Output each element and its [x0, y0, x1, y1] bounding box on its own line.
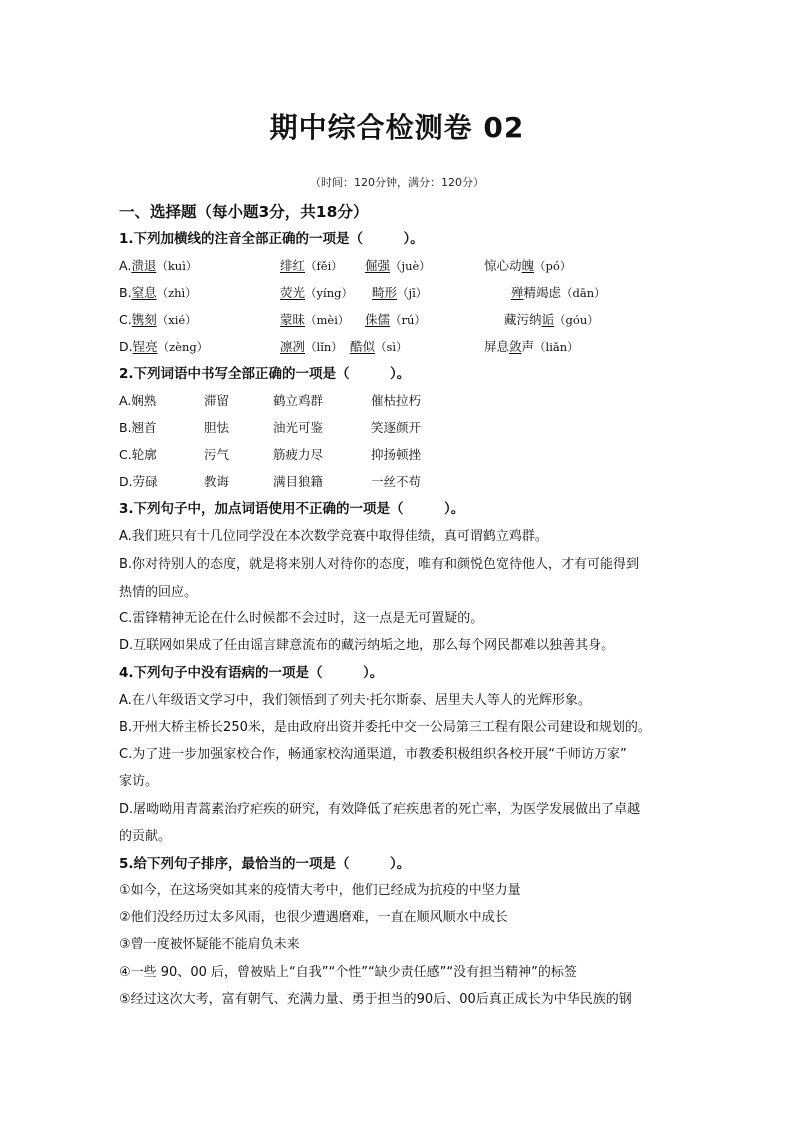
underlined-word: 溃退 [131, 258, 157, 273]
option-label: A. [119, 258, 132, 273]
q4-option-b: B.开州大桥主桥长250米，是由政府出资并委托中交一公局第三工程有限公司建设和规划的。 [119, 720, 651, 735]
idiom-part: 藏污纳 [504, 312, 542, 327]
underlined-word: 殚 [511, 285, 524, 300]
q5-sentence-5: ⑤经过这次大考，富有朝气、充满力量、勇于担当的90后、00后真正成长为中华民族的钢 [119, 992, 632, 1007]
q4-option-d-cont: 的贡献。 [119, 829, 172, 844]
pinyin: （pó） [534, 259, 572, 273]
word: D.劳碌 [119, 474, 158, 489]
underlined-word: 诟 [541, 312, 555, 327]
section-heading: 一、选择题（每小题3分，共18分） [119, 203, 369, 221]
underlined-word: 倔强 [365, 258, 391, 273]
word: 油光可鉴 [273, 420, 324, 435]
q5-sentence-1: ①如今，在这场突如其来的疫情大考中，他们已经成为抗疫的中坚力量 [119, 883, 521, 898]
underlined-word: 荧光 [280, 285, 306, 300]
q5-sentence-2: ②他们没经历过太多风雨，也很少遭遇磨难，一直在顺风顺水中成长 [119, 910, 508, 925]
word: 教诲 [204, 474, 230, 489]
word: 一丝不苟 [371, 474, 422, 489]
pinyin: （juè） [390, 259, 431, 273]
q3-option-a: A.我们班只有十几位同学没在本次数学竞赛中取得佳绩，真可谓鹤立鸡群。 [119, 529, 548, 544]
word: B.翘首 [119, 420, 157, 435]
underlined-word: 锃亮 [132, 339, 158, 354]
q5-sentence-4: ④一些 90、00 后，曾被贴上“自我”“个性”“缺少责任感”“没有担当精神”的标签 [119, 965, 577, 980]
question-5-stem: 5.给下列句子排序，最恰当的一项是（ ）。 [119, 856, 411, 872]
pinyin: （góu） [554, 313, 599, 327]
q4-option-c: C.为了进一步加强家校合作，畅通家校沟通渠道，市教委积极组织各校开展“千师访万家” [119, 747, 627, 762]
idiom-part: 精竭虑 [523, 285, 562, 300]
pinyin: （mèi） [305, 313, 350, 327]
option-label: D. [119, 339, 133, 354]
pinyin: （dān） [561, 286, 606, 300]
pinyin: （yíng） [305, 286, 353, 300]
pinyin: （kuì） [156, 259, 198, 273]
question-2-stem: 2.下列词语中书写全部正确的一项是（ ）。 [119, 366, 411, 382]
word: 筋疲力尽 [273, 447, 324, 462]
underlined-word: 绯红 [280, 258, 306, 273]
word: A.娴熟 [119, 393, 157, 408]
pinyin: （jī） [397, 286, 428, 300]
question-3-stem: 3.下列句子中，加点词语使用不正确的一项是（ ）。 [119, 501, 465, 517]
underlined-word: 侏儒 [365, 312, 391, 327]
word: 污气 [204, 447, 230, 462]
underlined-word: 敛 [509, 339, 522, 354]
pinyin: （zhì） [156, 286, 197, 300]
q4-option-a: A.在八年级语文学习中，我们领悟到了列夫·托尔斯泰、居里夫人等人的光辉形象。 [119, 693, 591, 708]
idiom-part: 声 [521, 339, 535, 354]
pinyin: （zèng） [157, 340, 209, 354]
word: 笑逐颜开 [371, 420, 422, 435]
pinyin: （rú） [390, 313, 426, 327]
word: 滞留 [204, 393, 230, 408]
q3-option-b: B.你对待别人的态度，就是将来别人对待你的态度，唯有和颜悦色宽待他人，才有可能得到 [119, 557, 640, 572]
page-title: 期中综合检测卷 02 [269, 111, 525, 144]
idiom-part: 惊心动 [484, 258, 522, 273]
underlined-word: 窒息 [131, 285, 157, 300]
underlined-word: 凛冽 [280, 339, 306, 354]
q5-sentence-3: ③曾一度被怀疑能不能肩负未来 [119, 937, 300, 952]
question-4-stem: 4.下列句子中没有语病的一项是（ ）。 [119, 665, 384, 681]
underlined-word: 畸形 [372, 285, 398, 300]
option-label: B. [119, 285, 132, 300]
word: 鹤立鸡群 [273, 393, 324, 408]
word: 催枯拉朽 [371, 393, 422, 408]
q4-option-d: D.屠呦呦用青蒿素治疗疟疾的研究，有效降低了疟疾患者的死亡率，为医学发展做出了卓越 [119, 802, 641, 817]
word: 抑扬顿挫 [371, 447, 422, 462]
pinyin: （xié） [156, 313, 197, 327]
q3-option-d: D.互联网如果成了任由谣言肆意流布的藏污纳垢之地，那么每个网民都难以独善其身。 [119, 638, 615, 653]
underlined-word: 酷似 [350, 339, 376, 354]
q3-option-c: C.雷锋精神无论在什么时候都不会过时，这一点是无可置疑的。 [119, 611, 484, 626]
word: 胆怯 [204, 420, 230, 435]
word: 满目狼籍 [273, 474, 324, 489]
underlined-word: 蒙昧 [280, 312, 306, 327]
underlined-word: 镌刻 [131, 312, 157, 327]
word: C.轮廓 [119, 447, 157, 462]
pinyin: （fěi） [305, 259, 343, 273]
q4-option-c-cont: 家访。 [119, 774, 159, 789]
option-label: C. [119, 312, 132, 327]
underlined-word: 魄 [521, 258, 535, 273]
q3-option-b-cont: 热情的回应。 [119, 585, 198, 600]
exam-time-score: （时间：120分钟，满分：120分） [310, 176, 484, 189]
idiom-part: 屏息 [484, 339, 510, 354]
pinyin: （sì） [375, 340, 408, 354]
pinyin: （lǐn） [305, 340, 343, 354]
pinyin: （liǎn） [534, 340, 579, 354]
question-1-stem: 1.下列加横线的注音全部正确的一项是（ ）。 [119, 231, 424, 247]
